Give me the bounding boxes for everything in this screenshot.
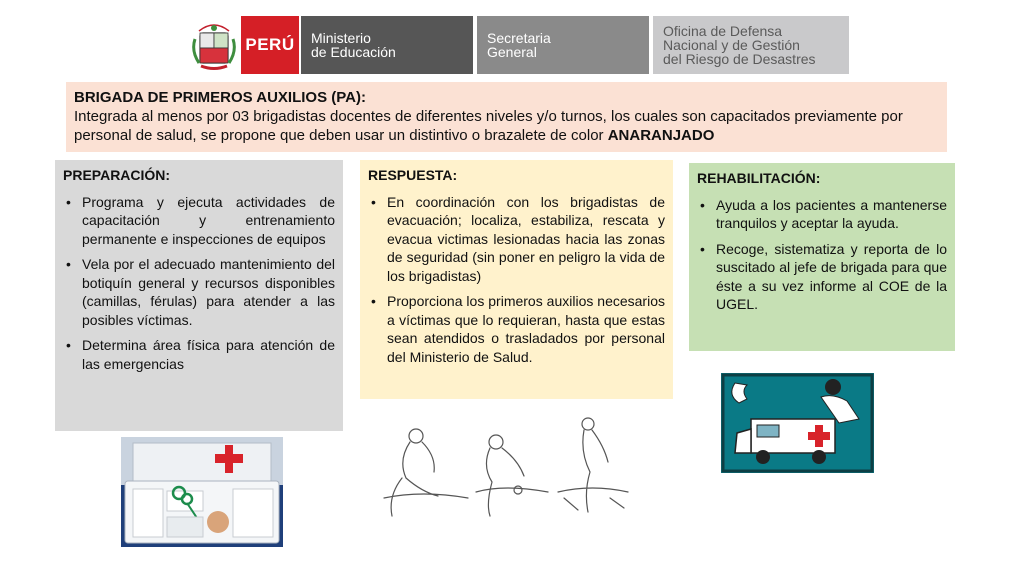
list-item: • Vela por el adecuado mantenimiento del botiquín general y recursos disponibles (camillas, férulas) para atender a las posibles víctimas. [63,255,335,329]
list-item: • En coordinación con los brigadistas de evacuación; localiza, estabiliza, rescata y evacua victimas lesionadas hacia las zonas de seguridad (sin poner en peligro la vida de los brigadistas) [368,193,665,286]
respuesta-title: RESPUESTA: [368,167,458,183]
secretaria-label [477,16,649,74]
coat-of-arms-icon [190,16,238,74]
oficina-line-1: Oficina de Defensa [663,23,783,39]
rehabilitacion-panel [689,163,955,351]
rehabilitacion-list [697,196,947,314]
preparacion-panel [55,160,343,431]
list-item: • Proporciona los primeros auxilios necesarios a víctimas que lo requieran, hasta que estas sean atendidos o trasladados por personal del Ministerio de Salud. [368,292,665,366]
ministerio-line-1: Ministerio [311,30,371,46]
list-item: • Programa y ejecuta actividades de capacitación y entrenamiento permanente e inspecciones de equipos [63,193,335,249]
intro-title: BRIGADA DE PRIMEROS AUXILIOS (PA): [74,89,366,106]
secretaria-line-1: Secretaria [487,30,551,46]
list-item: • Determina área física para atención de las emergencias [63,336,335,373]
list-item: • Ayuda a los pacientes a mantenerse tranquilos y aceptar la ayuda. [697,196,947,233]
ministerio-label [301,16,473,74]
secretaria-line-2: General [487,44,537,60]
oficina-line-2: Nacional y de Gestión [663,37,800,53]
intro-banner [66,82,947,152]
oficina-label [653,16,849,74]
preparacion-list [63,193,335,374]
ministerio-line-2: de Educación [311,44,396,60]
intro-body: Integrada al menos por 03 brigadistas docentes de diferentes niveles y/o turnos, los cuales son capacitados previamente por personal de salud, se propone que deben usar un distintivo o brazalete de color [74,108,903,144]
ambulance-image [721,373,874,473]
rehabilitacion-title: REHABILITACIÓN: [697,170,821,186]
first-aid-kit-image [121,437,283,547]
cpr-sketches-image [378,412,634,524]
list-item: • Recoge, sistematiza y reporta de lo suscitado al jefe de brigada para que éste a su vez informe al COE de la UGEL. [697,240,947,314]
respuesta-panel [360,160,673,399]
respuesta-list [368,193,665,367]
preparacion-title: PREPARACIÓN: [63,167,171,183]
peru-brand: PERÚ [241,16,299,74]
intro-emphasis: ANARANJADO [607,127,715,144]
oficina-line-3: del Riesgo de Desastres [663,51,816,67]
header-bar [190,16,849,74]
